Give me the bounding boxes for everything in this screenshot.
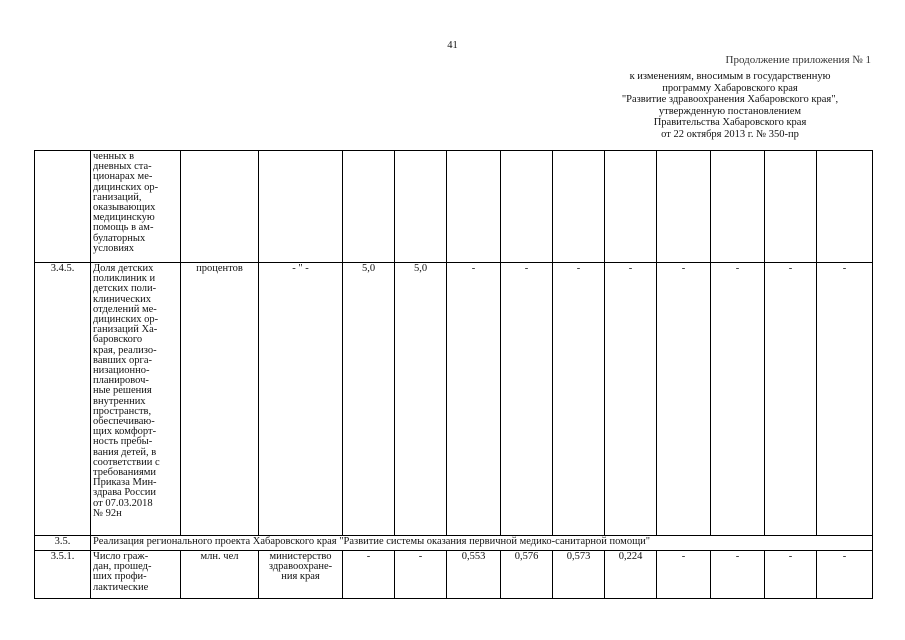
value-cell bbox=[447, 151, 501, 263]
value-cell bbox=[501, 151, 553, 263]
indicator-name bbox=[91, 151, 181, 263]
value-cell: - bbox=[657, 551, 711, 599]
value-cell: - bbox=[817, 551, 873, 599]
indicator-name-line: дан, прошед- bbox=[93, 561, 152, 573]
approval-line: к изменениям, вносимым в государственную bbox=[629, 71, 831, 82]
indicator-name-line: щих комфорт- bbox=[93, 426, 157, 438]
value-cell: - bbox=[657, 263, 711, 536]
value-cell bbox=[605, 151, 657, 263]
approval-block bbox=[585, 71, 875, 140]
indicator-name-line: ные решения bbox=[93, 385, 152, 397]
indicator-name-line: Приказа Мин- bbox=[93, 477, 157, 489]
approval-line: от 22 октября 2013 г. № 350-пр bbox=[661, 128, 799, 140]
value-cell: - bbox=[447, 263, 501, 536]
value-cell: 5,0 bbox=[343, 263, 395, 536]
row-number: 3.5. bbox=[35, 536, 91, 551]
indicator-name-line: ченных в bbox=[93, 151, 135, 162]
indicator-name bbox=[91, 263, 181, 536]
value-cell: - bbox=[395, 551, 447, 599]
value-cell bbox=[343, 151, 395, 263]
value-cell: - bbox=[343, 551, 395, 599]
indicator-name bbox=[91, 551, 181, 599]
source-line: министерство bbox=[269, 551, 332, 562]
indicator-name-line: оказывающих bbox=[93, 202, 156, 214]
value-cell: 0,576 bbox=[501, 551, 553, 599]
value-cell: - bbox=[553, 263, 605, 536]
unit-cell: млн. чел bbox=[181, 551, 259, 599]
row-number bbox=[35, 151, 91, 263]
indicator-name-line: дневных ста- bbox=[93, 161, 152, 173]
table-row bbox=[35, 551, 873, 599]
indicator-name-line: ность пребы- bbox=[93, 436, 153, 448]
indicator-name-line: вания детей, в bbox=[93, 446, 157, 458]
indicator-name-line: № 92н bbox=[93, 507, 122, 519]
indicator-name-line: булаторных bbox=[93, 232, 146, 244]
source-line: ния края bbox=[281, 571, 320, 583]
source-cell bbox=[259, 551, 343, 599]
indicator-name-line: требованиями bbox=[93, 467, 157, 479]
indicator-name-line: соответствии с bbox=[93, 456, 160, 468]
indicator-name-line: от 07.03.2018 bbox=[93, 497, 153, 509]
value-cell bbox=[711, 151, 765, 263]
source-line: здравоохране- bbox=[268, 561, 333, 573]
indicator-name-line: клинических bbox=[93, 293, 152, 305]
value-cell bbox=[657, 151, 711, 263]
section-title: Реализация регионального проекта Хабаровского края "Развитие системы оказания первичной медико-санитарной помощи" bbox=[91, 536, 873, 551]
table-section-row bbox=[35, 536, 873, 551]
unit-cell bbox=[181, 151, 259, 263]
indicator-name-line: лактические bbox=[93, 581, 149, 593]
value-cell bbox=[817, 151, 873, 263]
unit-cell: процентов bbox=[181, 263, 259, 536]
approval-line: "Развитие здравоохранения Хабаровского края", bbox=[621, 94, 839, 105]
indicator-name-line: условиях bbox=[93, 242, 135, 254]
indicator-name-line: ганизаций Ха- bbox=[93, 324, 158, 336]
value-cell: - bbox=[711, 263, 765, 536]
indicator-name-line: ганизаций, bbox=[93, 191, 142, 203]
page-number: 41 bbox=[447, 40, 458, 51]
indicator-name-line: здрава России bbox=[93, 487, 156, 499]
indicator-name-line: баровского bbox=[93, 334, 143, 346]
indicator-name-line: пространств, bbox=[93, 405, 152, 417]
indicator-name-line: помощь в ам- bbox=[93, 222, 154, 234]
value-cell: - bbox=[765, 263, 817, 536]
approval-line: Правительства Хабаровского края bbox=[653, 117, 807, 128]
source-cell bbox=[259, 263, 343, 536]
value-cell: - bbox=[817, 263, 873, 536]
continuation-note: Продолжение приложения № 1 bbox=[725, 54, 871, 66]
approval-line: программу Хабаровского края bbox=[662, 82, 798, 94]
value-cell: - bbox=[501, 263, 553, 536]
indicator-name-line: планировоч- bbox=[93, 375, 149, 387]
value-cell: - bbox=[765, 551, 817, 599]
indicator-name-line: вавших орга- bbox=[93, 354, 152, 366]
value-cell: - bbox=[605, 263, 657, 536]
row-number: 3.5.1. bbox=[35, 551, 91, 599]
indicator-name-line: края, реализо- bbox=[93, 344, 157, 356]
indicator-name-line: медицинскую bbox=[93, 212, 155, 224]
source-line: - " - bbox=[292, 263, 309, 274]
indicator-name-line: обеспечиваю- bbox=[93, 416, 155, 428]
value-cell: 5,0 bbox=[395, 263, 447, 536]
indicator-name-line: низационно- bbox=[93, 365, 150, 377]
indicator-name-line: ших профи- bbox=[93, 571, 147, 583]
source-cell bbox=[259, 151, 343, 263]
indicator-name-line: поликлиник и bbox=[93, 273, 156, 285]
value-cell: 0,224 bbox=[605, 551, 657, 599]
table-row bbox=[35, 263, 873, 536]
indicator-name-line: детских поли- bbox=[93, 283, 157, 295]
indicator-name-line: внутренних bbox=[93, 395, 146, 407]
value-cell: 0,553 bbox=[447, 551, 501, 599]
approval-line: утвержденную постановлением bbox=[658, 105, 802, 117]
indicator-name-line: отделений ме- bbox=[93, 303, 157, 315]
indicator-name-line: Число граж- bbox=[93, 551, 149, 562]
indicator-name-line: ционарах ме- bbox=[93, 171, 153, 183]
value-cell bbox=[765, 151, 817, 263]
indicator-name-line: Доля детских bbox=[93, 263, 154, 274]
indicator-name-line: дицинских ор- bbox=[93, 181, 159, 193]
value-cell: 0,573 bbox=[553, 551, 605, 599]
value-cell: - bbox=[711, 551, 765, 599]
table-row bbox=[35, 151, 873, 263]
indicators-table bbox=[34, 150, 873, 599]
value-cell bbox=[553, 151, 605, 263]
row-number: 3.4.5. bbox=[35, 263, 91, 536]
value-cell bbox=[395, 151, 447, 263]
indicator-name-line: дицинских ор- bbox=[93, 314, 159, 326]
